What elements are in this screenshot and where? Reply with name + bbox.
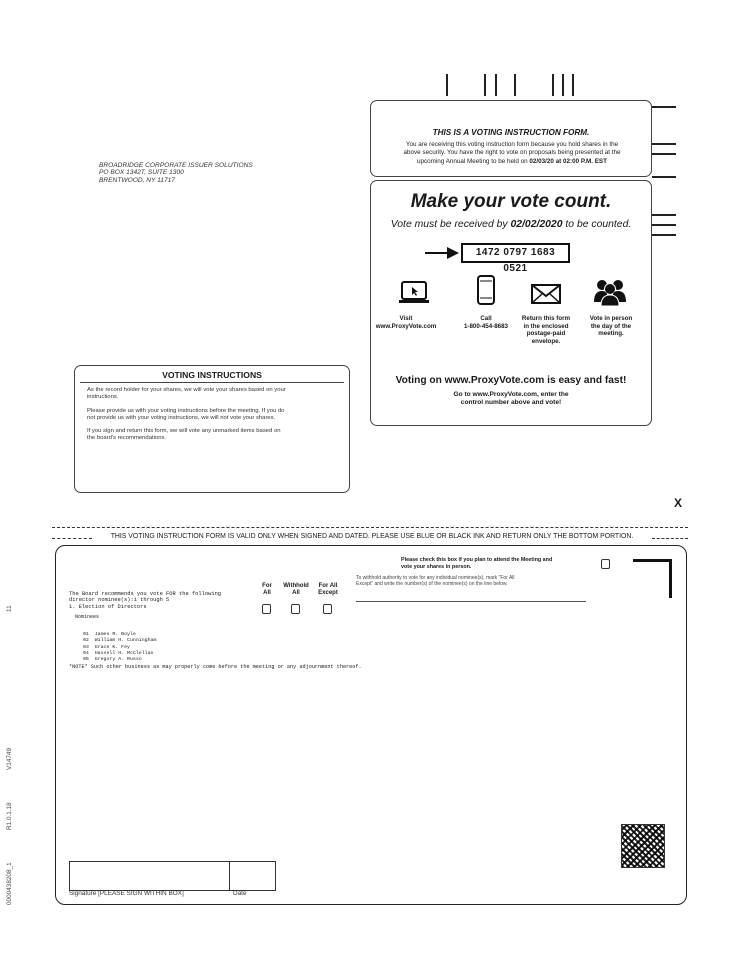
attend-meeting-checkbox[interactable] [601, 559, 610, 569]
col-withhold-line1: Withhold [283, 583, 309, 589]
corner-mark [633, 559, 672, 598]
notice-line1: You are receiving this voting instruction form because you hold shares in the [405, 141, 619, 148]
deadline-prefix: Vote must be received by [390, 219, 508, 230]
notice-line3 [376, 158, 648, 166]
option-in-person-line2: the day of the [590, 322, 632, 330]
side-code-4: 0000438208_1 [6, 862, 13, 905]
barcode-mark [495, 74, 497, 96]
sender-address-line3: BRENTWOOD, NY 11717 [99, 176, 175, 184]
for-all-except-checkbox[interactable] [323, 604, 332, 614]
col-except-line2: Except [318, 590, 338, 596]
col-for-line1: For [262, 583, 272, 589]
nominees-label: Nominees [75, 614, 100, 620]
rec-line1: The Board recommends you vote FOR the following [69, 591, 222, 597]
barcode-mark [572, 74, 574, 96]
vi-p1-line1: As the record holder for your shares, we will vote your shares based on your [87, 387, 286, 393]
nominee-number: 05 [83, 657, 89, 663]
option-phone-line2: 1-800-454-8683 [463, 322, 509, 330]
vote-box [370, 180, 652, 426]
timing-mark [652, 153, 676, 155]
option-mail [511, 315, 581, 345]
col-withhold-line2: All [292, 590, 300, 596]
nominee-number: 04 [83, 650, 89, 656]
barcode-mark [446, 74, 448, 96]
timing-mark [652, 106, 676, 108]
notice-box [370, 100, 652, 177]
attend-line2: vote your shares in person. [401, 564, 472, 570]
barcode-mark [562, 74, 564, 96]
nominee-name: Grace K. Fey [94, 644, 130, 650]
ballot-form [55, 545, 687, 905]
barcode-mark [484, 74, 486, 96]
nominee-name: William H. Cunningham [94, 638, 157, 644]
timing-mark [652, 143, 676, 145]
signature-box[interactable] [69, 861, 230, 891]
vote-footer-headline: Voting on www.ProxyVote.com is easy and fast! [395, 375, 627, 386]
nominee-row [83, 657, 156, 663]
notice-line3-prefix: upcoming Annual Meeting to be held on [417, 157, 528, 165]
vi-p2-line2: not provide us with your voting instructions, we will not vote your shares. [87, 414, 276, 421]
vi-p3-line2: the board's recommendations. [87, 435, 167, 442]
option-web [371, 315, 441, 330]
barcode-mark [514, 74, 516, 96]
arrow-right-icon [425, 247, 459, 259]
except-write-in-line[interactable] [356, 601, 586, 602]
option-web-line2: www.ProxyVote.com [375, 322, 437, 330]
divider [80, 382, 344, 383]
deadline-date: 02/02/2020 [510, 219, 563, 230]
option-mail-line4: envelope. [531, 337, 561, 345]
vote-deadline [371, 219, 651, 230]
x-mark: X [674, 496, 683, 510]
timing-mark [652, 214, 676, 216]
side-code-2: V14749 [6, 747, 13, 770]
deadline-suffix: to be counted. [565, 219, 632, 230]
laptop-icon [399, 281, 429, 305]
vote-footer-line2: control number above and vote! [460, 399, 562, 407]
sender-address-line2: PO BOX 1342T, SUITE 1300 [99, 169, 184, 177]
notice-line2: above security. You have the right to vote on proposals being presented at the [403, 149, 621, 157]
cut-line-left [52, 538, 92, 539]
option-phone-line1: Call [480, 315, 492, 322]
date-box[interactable] [229, 861, 276, 891]
election-item: 1. Election of Directors [69, 603, 147, 610]
withhold-line1: To withhold authority to vote for any individual nominee(s), mark "For All [356, 575, 515, 581]
col-except-line1: For All [318, 583, 338, 589]
vi-p3-line1: If you sign and return this form, we will vote any unmarked items based on [87, 428, 281, 435]
signature-label: Signature [PLEASE SIGN WITHIN BOX] [69, 890, 184, 897]
option-web-line1: Visit [399, 315, 413, 322]
nominee-number: 01 [83, 632, 89, 637]
attend-line1: Please check this box if you plan to attend the Meeting and [401, 557, 553, 563]
timing-mark [652, 176, 676, 178]
option-mail-line2: in the enclosed [523, 322, 569, 330]
cut-line-right [652, 538, 688, 539]
nominee-name: James R. Boyle [94, 632, 136, 637]
option-in-person-line3: meeting. [598, 330, 624, 338]
option-mail-line3: postage-paid [526, 330, 566, 338]
2d-barcode [621, 824, 665, 868]
col-for-line2: All [263, 590, 271, 596]
phone-icon [477, 275, 495, 305]
nominees-list [83, 632, 156, 663]
vote-footer-line1: Go to www.ProxyVote.com, enter the [453, 391, 569, 398]
option-in-person [575, 315, 647, 338]
envelope-icon [531, 284, 561, 304]
notice-title: THIS IS A VOTING INSTRUCTION FORM. [432, 128, 590, 137]
cut-line [52, 527, 688, 528]
option-mail-line1: Return this form [521, 315, 571, 322]
people-icon [593, 278, 627, 306]
date-label: Date [233, 890, 247, 897]
withhold-all-checkbox[interactable] [291, 604, 300, 614]
side-code-3: R1.0.1.18 [6, 802, 13, 830]
nominee-name: Gregory A. Russo [94, 657, 142, 663]
side-code-1: 11 [6, 605, 13, 612]
nominee-number: 03 [83, 644, 89, 650]
vi-p2-line1: Please provide us with your voting instructions before the meeting. If you do [87, 407, 285, 414]
barcode-mark [552, 74, 554, 96]
meeting-datetime: 02/03/20 at 02:00 P.M. EST [529, 157, 607, 165]
voting-instructions-title: VOTING INSTRUCTIONS [162, 370, 262, 380]
voting-instructions-box [74, 365, 350, 493]
control-number: 1472 0797 1683 0521 [461, 243, 570, 263]
withhold-line2: Except" and write the number(s) of the nominee(s) on the line below. [356, 581, 508, 588]
nominee-number: 02 [83, 638, 89, 644]
sender-address-line1: BROADRIDGE CORPORATE ISSUER SOLUTIONS [99, 162, 253, 169]
vi-p1-line2: instructions. [87, 394, 119, 401]
rec-line2: director nominee(s):1 through 5 [69, 597, 170, 604]
option-in-person-line1: Vote in person [589, 315, 633, 322]
vote-headline: Make your vote count. [410, 191, 612, 212]
timing-mark [652, 234, 676, 236]
cut-line-text: THIS VOTING INSTRUCTION FORM IS VALID ONLY WHEN SIGNED AND DATED. PLEASE USE BLUE OR BLACK INK AND RETURN ONLY THE BOTTOM PORTION. [110, 533, 634, 540]
nominee-name: Hassell H. McClellan [94, 650, 154, 656]
timing-mark [652, 224, 676, 226]
sender-address [99, 162, 253, 184]
other-business-note: *NOTE* Such other business as may properly come before the meeting or any adjournment thereof. [69, 664, 362, 670]
